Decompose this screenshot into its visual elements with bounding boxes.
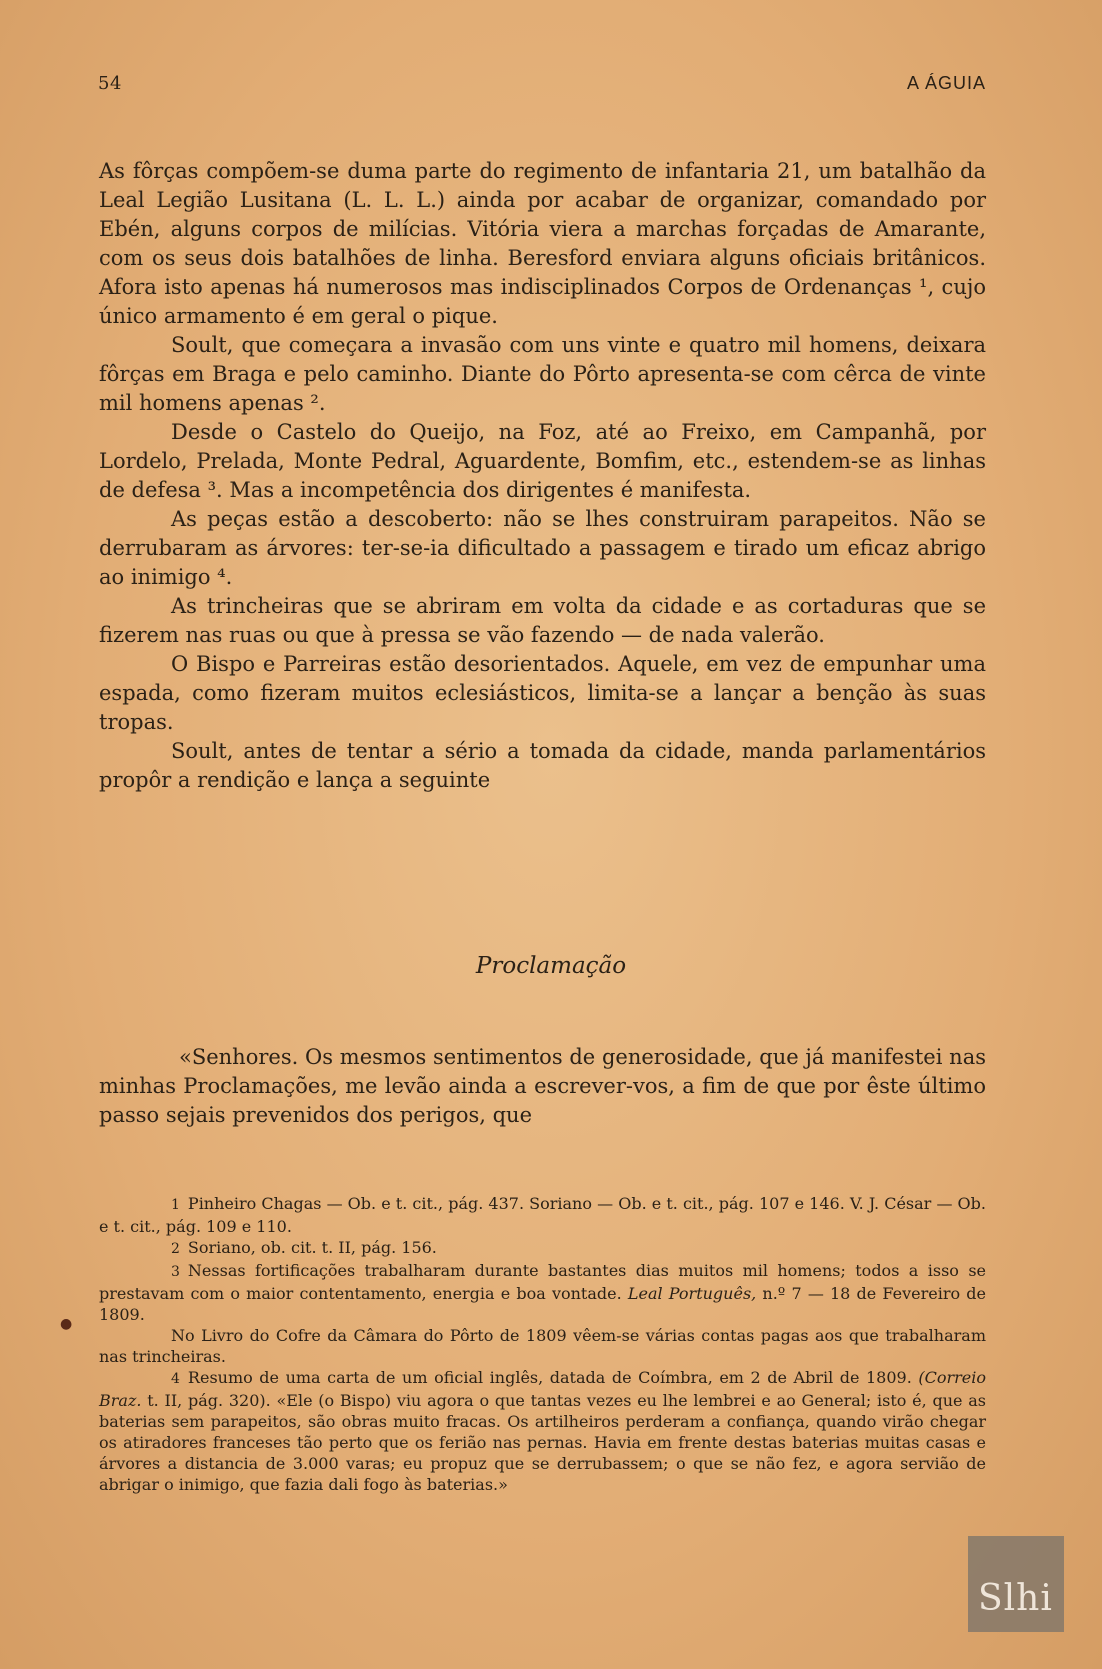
footnote-text: n.º 7 — 18 de Fevereiro de 1809.	[99, 1284, 987, 1324]
footnote-number: 2	[171, 1241, 180, 1257]
footnote-number: 4	[171, 1371, 180, 1387]
paragraph: As peças estão a descoberto: não se lhes construiram parapeitos. Não se derrubaram as árvores: ter-se-ia dificultado a passagem e tirado um eficaz abrigo ao inimigo ⁴.	[99, 507, 986, 589]
proclamation-text	[99, 1043, 986, 1130]
running-head: A ÁGUIA	[906, 73, 986, 93]
paragraph: As trincheiras que se abriram em volta da cidade e as cortaduras que se fizerem nas ruas ou que à pressa se vão fazendo — de nada valerão.	[99, 594, 986, 647]
main-text	[99, 157, 986, 795]
section-title: Proclamação	[475, 953, 627, 979]
footnote-number: 3	[171, 1264, 180, 1280]
footnote-text: Soriano, ob. cit. t. II, pág. 156.	[187, 1238, 437, 1257]
library-stamp	[968, 1536, 1064, 1632]
footnote-3	[99, 1260, 986, 1325]
paragraph: «Senhores. Os mesmos sentimentos de generosidade, que já manifestei nas minhas Proclamações, me levão ainda a escrever-vos, a fim de que por êste último passo sejais prevenidos dos perigos, que	[99, 1045, 986, 1127]
paragraph: Desde o Castelo do Queijo, na Foz, até ao Freixo, em Campanhã, por Lordelo, Prelada, Monte Pedral, Aguardente, Bomfim, etc., estendem-se as linhas de defesa ³. Mas a incompetência dos dirigentes é manifesta.	[99, 420, 986, 502]
page-header	[98, 73, 986, 99]
footnote-1	[99, 1193, 986, 1237]
stamp-label: Slhi	[978, 1578, 1053, 1619]
footnote-2	[99, 1237, 986, 1260]
margin-mark: ●	[60, 1316, 73, 1332]
page-number: 54	[98, 73, 122, 94]
footnote-text: t. II, pág. 320). «Ele (o Bispo) viu agora o que tantas vezes eu lhe lembrei e ao General; isto é, que as baterias sem parapeitos, são obras muito fracas. Os artilheiros perderam a confiança, quando virão chegar os atiradores franceses tão perto que os ferião nas pernas. Havia em frente destas baterias muitas casas e árvores a distancia de 3.000 varas; eu propuz que se derrubassem; o que se não fez, e agora servião de abrigar o inimigo, que fazia dali fogo às baterias.»	[99, 1391, 986, 1494]
footnote-text: Resumo de uma carta de um oficial inglês, datada de Coímbra, em 2 de Abril de 1809.	[187, 1368, 919, 1387]
footnote-text: Pinheiro Chagas — Ob. e t. cit., pág. 437. Soriano — Ob. e t. cit., pág. 107 e 146. V. J. César — Ob. e t. cit., pág. 109 e 110.	[99, 1194, 986, 1236]
footnote-source: Leal Português,	[627, 1284, 757, 1303]
footnote-number: 1	[171, 1197, 180, 1213]
paragraph: Soult, antes de tentar a sério a tomada da cidade, manda parlamentários propôr a rendição e lança a seguinte	[99, 739, 986, 792]
paragraph: O Bispo e Parreiras estão desorientados. Aquele, em vez de empunhar uma espada, como fizeram muitos eclesiásticos, limita-se a lançar a benção às suas tropas.	[99, 652, 986, 734]
paragraph: Soult, que começara a invasão com uns vinte e quatro mil homens, deixara fôrças em Braga e pelo caminho. Diante do Pôrto apresenta-se com cêrca de vinte mil homens apenas ².	[99, 333, 986, 415]
footnote-3-continuation: No Livro do Cofre da Câmara do Pôrto de 1809 vêem-se várias contas pagas aos que trabalharam nas trincheiras.	[99, 1326, 986, 1366]
paragraph: As fôrças compõem-se duma parte do regimento de infantaria 21, um batalhão da Leal Legião Lusitana (L. L. L.) ainda por acabar de organizar, comandado por Ebén, alguns corpos de milícias. Vitória viera a marchas forçadas de Amarante, com os seus dois batalhões de linha. Beresford enviara alguns oficiais britânicos. Afora isto apenas há numerosos mas indisciplinados Corpos de Ordenanças ¹, cujo único armamento é em geral o pique.	[99, 159, 986, 328]
footnote-text: Nessas fortificações trabalharam durante bastantes dias muitos mil homens; todos a isso se prestavam com o maior contentamento, energia e boa vontade.	[99, 1261, 986, 1303]
footnotes	[99, 1193, 986, 1495]
footnote-source: (Correio Braz.	[99, 1368, 986, 1410]
footnote-4	[99, 1367, 986, 1495]
